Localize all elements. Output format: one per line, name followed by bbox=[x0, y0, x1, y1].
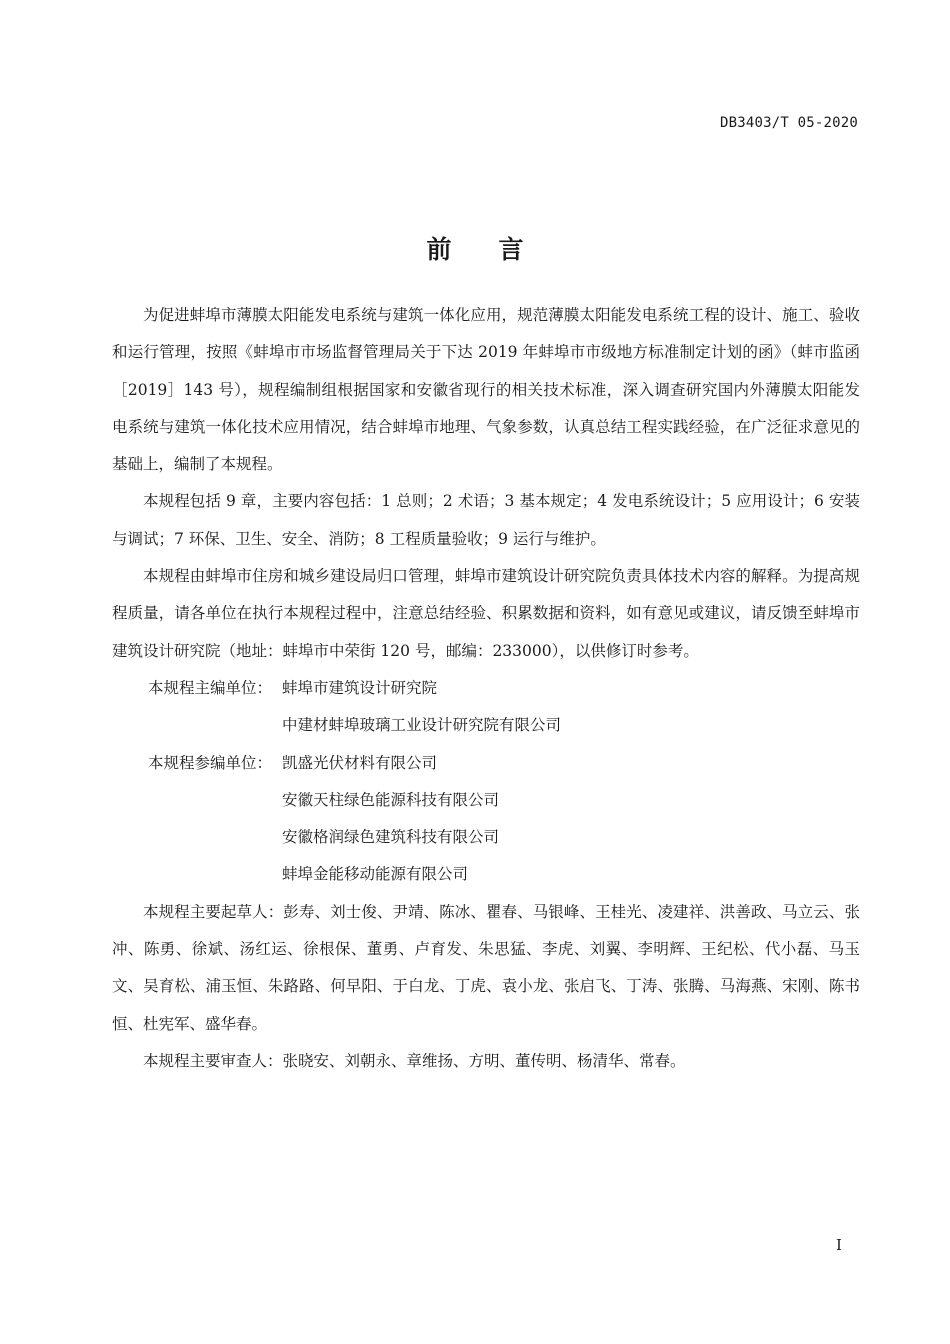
paragraph-drafters: 本规程主要起草人：彭寿、刘士俊、尹靖、陈冰、瞿春、马银峰、王桂光、凌建祥、洪善政、马立云、张冲、陈勇、徐斌、汤红运、徐根保、董勇、卢育发、朱思猛、李虎、刘翼、李明辉、王纪松、代小磊、马玉文、吴育松、浦玉恒、朱路路、何早阳、于白龙、丁虎、袁小龙、张启飞、丁涛、张腾、马海燕、宋刚、陈书恒、杜宪军、盛华春。 bbox=[112, 902, 860, 1033]
participant-unit: 蚌埠金能移动能源有限公司 bbox=[282, 865, 469, 884]
chief-editor-row bbox=[112, 707, 860, 744]
participant-row bbox=[112, 819, 860, 856]
participant-row bbox=[112, 856, 860, 893]
paragraph-contents: 本规程包括 9 章，主要内容包括：1 总则；2 术语；3 基本规定；4 发电系统设计；5 应用设计；6 安装与调试；7 环保、卫生、安全、消防；8 工程质量验收；9 运行与维护。 bbox=[112, 492, 860, 548]
paragraph-reviewers: 本规程主要审查人：张晓安、刘朝永、章维扬、方明、董传明、杨清华、常春。 bbox=[143, 1051, 686, 1070]
chief-editor-label: 本规程主编单位： bbox=[148, 678, 273, 697]
participant-label: 本规程参编单位： bbox=[148, 753, 273, 772]
chief-editor-row bbox=[112, 670, 860, 707]
participant-unit: 安徽格润绿色建筑科技有限公司 bbox=[282, 828, 500, 847]
paragraph-management: 本规程由蚌埠市住房和城乡建设局归口管理，蚌埠市建筑设计研究院负责具体技术内容的解释。为提高规程质量，请各单位在执行本规程过程中，注意总结经验、积累数据和资料，如有意见或建议，请反馈至蚌埠市建筑设计研究院（地址：蚌埠市中荣街 120 号，邮编：233000），以供修订时参考。 bbox=[112, 567, 860, 660]
page-title: 前言 bbox=[426, 234, 571, 264]
participant-row bbox=[112, 745, 860, 782]
paragraph-purpose: 为促进蚌埠市薄膜太阳能发电系统与建筑一体化应用，规范薄膜太阳能发电系统工程的设计、施工、验收和运行管理，按照《蚌埠市市场监督管理局关于下达 2019 年蚌埠市市级地方标准制定计划的函》（蚌市监函［2019］143 号），规程编制组根据国家和安徽省现行的相关技术标准，深入调查研究国内外薄膜太阳能发电系统与建筑一体化技术应用情况，结合蚌埠市地理、气象参数，认真总结工程实践经验，在广泛征求意见的基础上，编制了本规程。 bbox=[112, 306, 860, 474]
participant-row bbox=[112, 782, 860, 819]
chief-editor-unit: 蚌埠市建筑设计研究院 bbox=[282, 678, 438, 697]
page-number: I bbox=[836, 1236, 842, 1254]
chief-editor-unit: 中建材蚌埠玻璃工业设计研究院有限公司 bbox=[282, 716, 562, 735]
document-body bbox=[112, 297, 860, 1080]
participant-unit: 安徽天柱绿色能源科技有限公司 bbox=[282, 790, 500, 809]
doc-code: DB3403/T 05-2020 bbox=[719, 115, 858, 131]
participant-unit: 凯盛光伏材料有限公司 bbox=[282, 753, 438, 772]
